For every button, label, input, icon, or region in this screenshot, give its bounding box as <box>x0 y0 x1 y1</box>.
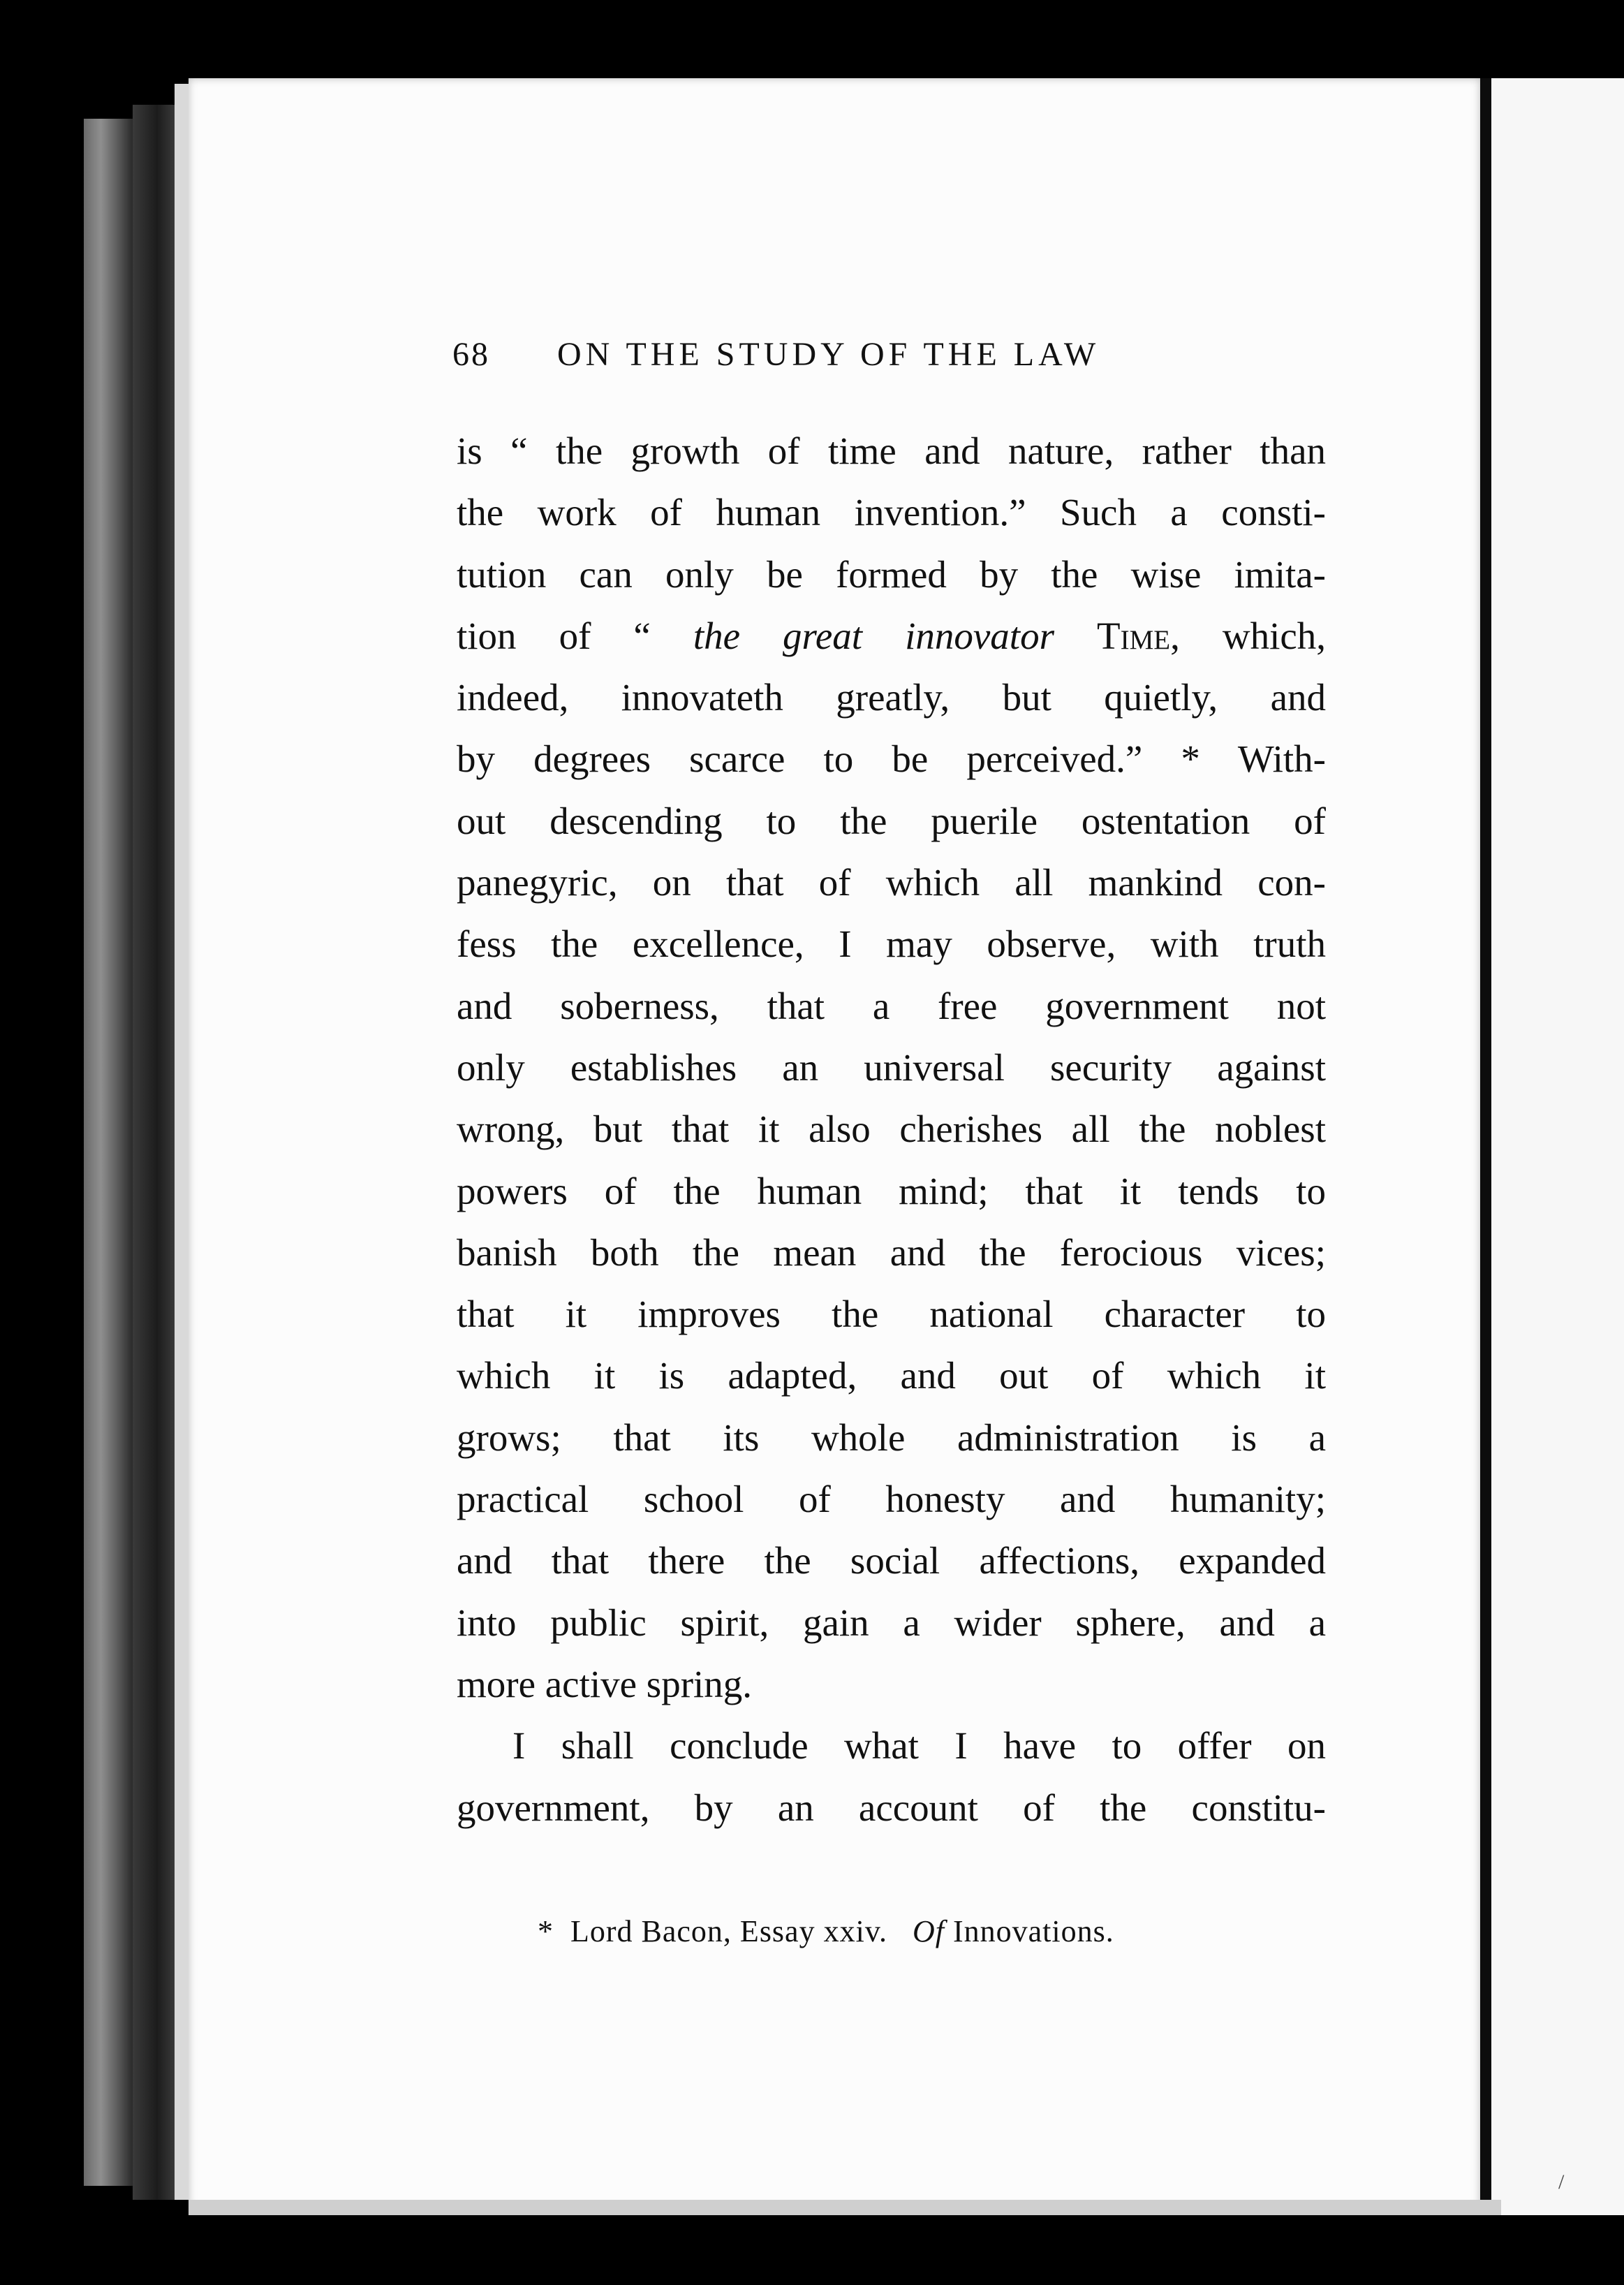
text-line: banish both the mean and the ferocious vices; <box>457 1230 1326 1274</box>
text-fragment: , which, <box>1170 614 1327 657</box>
text-line-with-quote <box>457 605 1326 667</box>
text-line: is “ the growth of time and nature, rather than <box>457 429 1326 472</box>
text-line: fess the excellence, I may observe, with truth <box>457 923 1326 966</box>
text-line: grows; that its whole administration is a <box>457 1416 1326 1459</box>
facing-page <box>1491 78 1624 2215</box>
body-text <box>457 420 1326 1839</box>
running-header <box>452 335 1186 374</box>
footnote <box>538 1913 1327 1949</box>
text-line: tution can only be formed by the wise imita- <box>457 552 1326 596</box>
text-line: the work of human invention.” Such a consti- <box>457 491 1326 534</box>
text-line: indeed, innovateth greatly, but quietly, and <box>457 676 1326 719</box>
text-line: powers of the human mind; that it tends to <box>457 1169 1326 1212</box>
text-fragment: tion of “ <box>457 614 651 657</box>
running-title: ON THE STUDY OF THE LAW <box>557 336 1100 373</box>
footnote-italic: Of <box>912 1914 945 1948</box>
italic-quote: the great innovator <box>693 614 1054 657</box>
page-bottom-edge <box>189 2200 1501 2215</box>
text-line: panegyric, on that of which all mankind con- <box>457 861 1326 904</box>
footnote-tail: Innovations. <box>952 1914 1114 1948</box>
text-line: and that there the social affections, expanded <box>457 1539 1326 1582</box>
paragraph-start-line: I shall conclude what I have to offer on <box>512 1724 1326 1768</box>
footnote-marker: * <box>538 1914 554 1948</box>
text-line: that it improves the national character to <box>457 1293 1326 1336</box>
text-line: into public spirit, gain a wider sphere, and a <box>457 1601 1326 1644</box>
small-caps-word: Time <box>1097 614 1171 657</box>
facing-page-mark: / <box>1558 2170 1565 2194</box>
text-line: which it is adapted, and out of which it <box>457 1354 1326 1397</box>
book-gutter <box>1480 78 1491 2215</box>
text-line: by degrees scarce to be perceived.” * With- <box>457 737 1326 781</box>
text-line: practical school of honesty and humanity; <box>457 1478 1326 1521</box>
page-number: 68 <box>452 336 490 373</box>
book-spine <box>84 119 133 2186</box>
text-line: more active spring. <box>457 1662 753 1705</box>
footnote-text: Lord Bacon, Essay xxiv. <box>570 1914 887 1948</box>
text-line: government, by an account of the constitu- <box>457 1786 1326 1829</box>
text-line: wrong, but that it also cherishes all the noblest <box>457 1108 1326 1151</box>
page-stack-edge <box>175 84 189 2200</box>
text-line: only establishes an universal security against <box>457 1045 1326 1089</box>
text-line: and soberness, that a free government not <box>457 984 1326 1027</box>
text-line: out descending to the puerile ostentation of <box>457 799 1326 842</box>
